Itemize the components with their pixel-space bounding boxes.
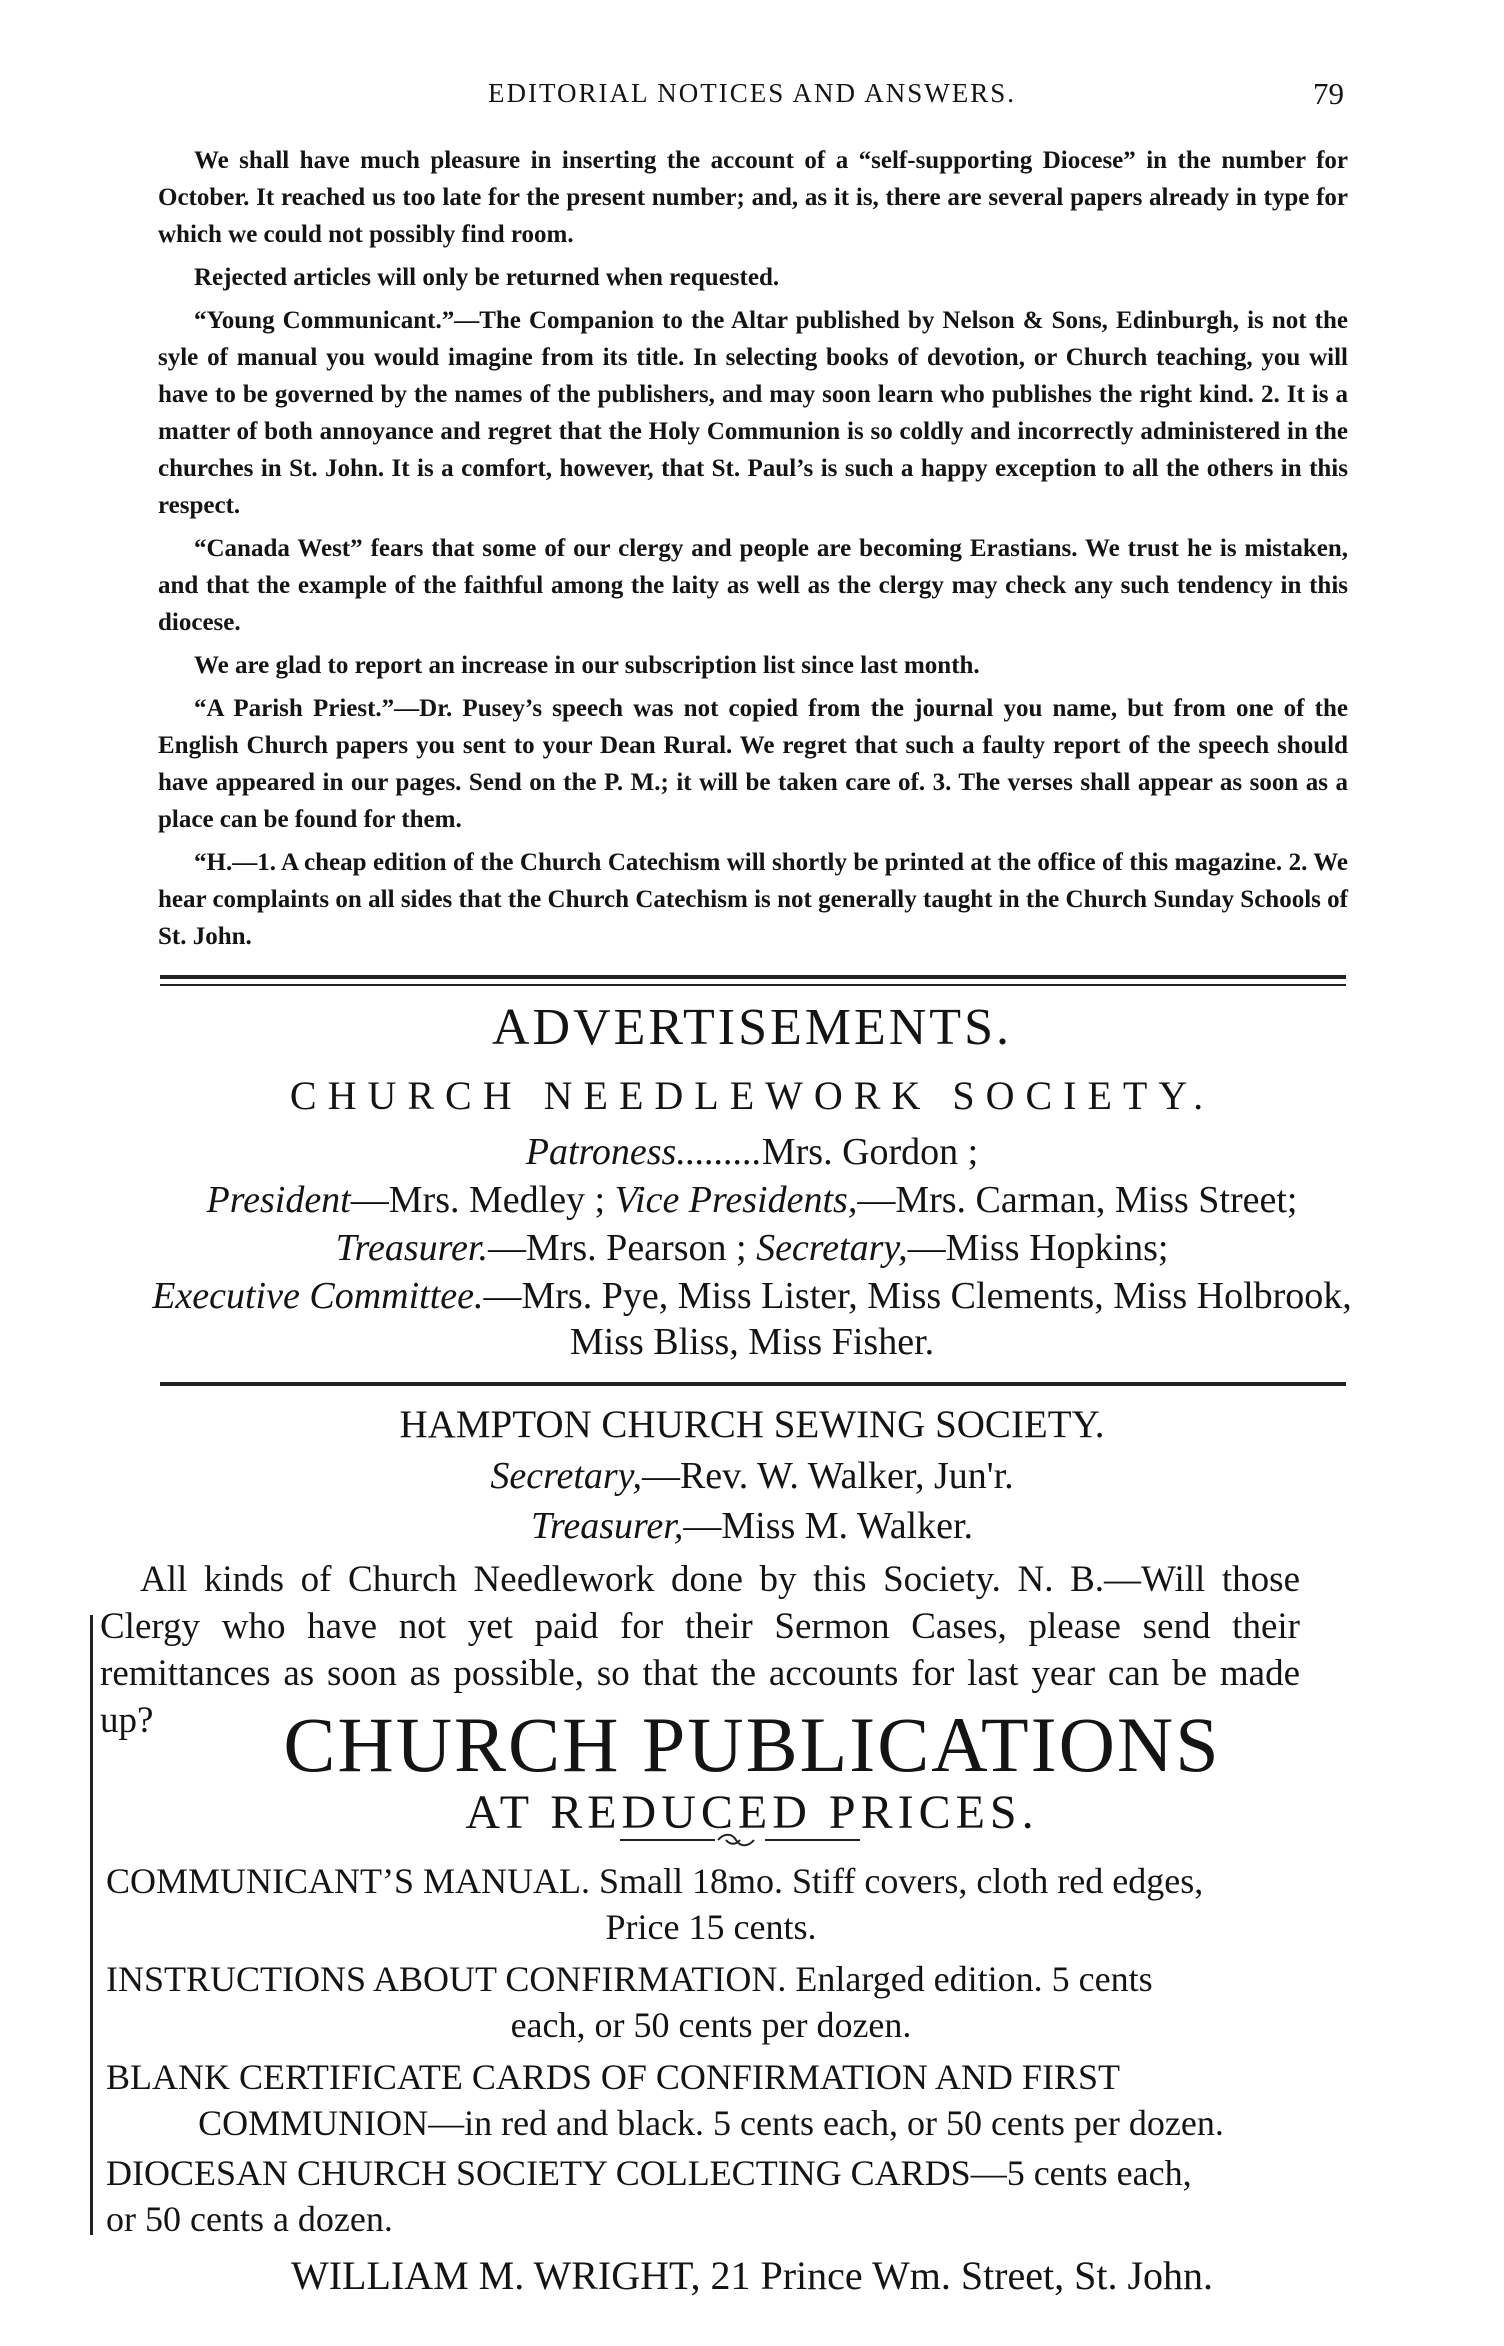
publications-title: CHURCH PUBLICATIONS: [283, 1701, 1221, 1788]
patroness-value: Mrs. Gordon ;: [761, 1131, 979, 1173]
committee-label: Executive Committee.: [152, 1275, 484, 1317]
publication-item-price: or 50 cents a dozen.: [106, 2199, 393, 2239]
sewing-society-name: HAMPTON CHURCH SEWING SOCIETY.: [399, 1403, 1105, 1446]
notice-paragraph: “Young Communicant.”—The Companion to the Altar published by Nelson & Sons, Edinburgh, is not the syle of manual you would imagine from its title. In selecting books of devotion, or Church teaching, you will have to be governed by the names of the publishers, and may soon learn who publishes the right kind. 2. It is a matter of both annoyance and regret that the Holy Communion is so coldly and incorrectly administered in the churches in St. John. It is a comfort, however, that St. Paul’s is such a happy exception to all the others in this respect.: [158, 307, 1348, 519]
needlework-committee-line: [100, 1274, 1404, 1318]
president-label: President: [206, 1179, 351, 1221]
section-divider: [160, 975, 1346, 979]
notice-paragraph: Rejected articles will only be returned when requested.: [194, 264, 780, 291]
publication-item: [106, 1858, 1316, 1950]
treasurer-label: Treasurer.: [335, 1227, 488, 1269]
secretary-value: —Miss Hopkins;: [907, 1227, 1169, 1269]
publications-subtitle: AT REDUCED PRICES.: [465, 1786, 1039, 1839]
publication-item: [106, 1956, 1316, 2048]
needlework-president-line: [100, 1178, 1404, 1222]
sewing-notice-text: All kinds of Church Needlework done by this Society. N. B.—Will those Clergy who have not yet paid for their Sermon Cases, please send their remittances as soon as possible, so that the accounts for last year can be made up?: [100, 1559, 1300, 1741]
publication-item-price: COMMUNION—in red and black. 5 cents each, or 50 cents per dozen.: [198, 2103, 1224, 2143]
notice-paragraph: “Canada West” fears that some of our clergy and people are becoming Erastians. We trust he is mistaken, and that the example of the faithful among the laity as well as the clergy may check any such tendency in this diocese.: [158, 535, 1348, 636]
sewing-secretary-line: [100, 1454, 1404, 1498]
publication-item-price: each, or 50 cents per dozen.: [510, 2005, 912, 2045]
publication-item-title: BLANK CERTIFICATE CARDS OF CONFIRMATION AND FIRST: [106, 2057, 1120, 2097]
sewing-treasurer-label: Treasurer,: [530, 1505, 684, 1547]
sewing-treasurer-value: —Miss M. Walker.: [683, 1505, 974, 1547]
publication-item-title: INSTRUCTIONS ABOUT CONFIRMATION. Enlarged edition. 5 cents: [106, 1959, 1153, 1999]
sewing-treasurer-line: [100, 1504, 1404, 1548]
needlework-society-name: CHURCH NEEDLEWORK SOCIETY.: [289, 1073, 1215, 1118]
needlework-committee-continued: Miss Bliss, Miss Fisher.: [569, 1321, 935, 1363]
advertisements-heading: ADVERTISEMENTS.: [492, 999, 1012, 1056]
vice-presidents-label: Vice Presidents,: [614, 1179, 858, 1221]
page-number: 79: [1313, 76, 1344, 111]
running-head-title: EDITORIAL NOTICES AND ANSWERS.: [487, 78, 1016, 108]
sewing-secretary-value: —Rev. W. Walker, Jun'r.: [641, 1455, 1014, 1497]
publication-item-title: COMMUNICANT’S MANUAL. Small 18mo. Stiff covers, cloth red edges,: [106, 1861, 1204, 1901]
publication-item: [106, 2150, 1316, 2242]
notice-paragraph: We shall have much pleasure in inserting the account of a “self-supporting Diocese” in the number for October. It reached us too late for the present number; and, as it is, there are several papers already in type for which we could not possibly find room.: [158, 147, 1348, 248]
needlework-treasurer-line: [100, 1226, 1404, 1270]
sewing-secretary-label: Secretary,: [490, 1455, 642, 1497]
section-divider: [160, 1382, 1346, 1386]
president-value: —Mrs. Medley ;: [350, 1179, 606, 1221]
running-head: [160, 78, 1344, 118]
margin-rule: [90, 1615, 93, 2235]
secretary-label: Secretary,: [756, 1227, 908, 1269]
vice-presidents-value: —Mrs. Carman, Miss Street;: [857, 1179, 1298, 1221]
notice-paragraph: “H.—1. A cheap edition of the Church Catechism will shortly be printed at the office of this magazine. 2. We hear complaints on all sides that the Church Catechism is not generally taught in the Church Sunday Schools of St. John.: [158, 849, 1348, 950]
notice-paragraph: We are glad to report an increase in our subscription list since last month.: [194, 652, 980, 679]
notice-paragraph: “A Parish Priest.”—Dr. Pusey’s speech was not copied from the journal you name, but from one of the English Church papers you sent to your Dean Rural. We regret that such a faulty report of the speech should have appeared in our pages. Send on the P. M.; it will be taken care of. 3. The verses shall appear as soon as a place can be found for them.: [158, 695, 1348, 833]
publication-item-title: DIOCESAN CHURCH SOCIETY COLLECTING CARDS—5 cents each,: [106, 2153, 1192, 2193]
section-divider: [160, 984, 1346, 986]
patroness-label: Patroness.........: [525, 1131, 762, 1173]
publication-item: [106, 2054, 1316, 2146]
publication-item-price: Price 15 cents.: [605, 1907, 817, 1947]
treasurer-value: —Mrs. Pearson ;: [487, 1227, 747, 1269]
publisher-address: WILLIAM M. WRIGHT, 21 Prince Wm. Street, St. John.: [290, 2253, 1214, 2298]
needlework-patroness-line: [100, 1130, 1404, 1174]
committee-value: —Mrs. Pye, Miss Lister, Miss Clements, Miss Holbrook,: [483, 1275, 1352, 1317]
ornament-divider: [620, 1833, 860, 1847]
editorial-notices: [158, 142, 1348, 961]
